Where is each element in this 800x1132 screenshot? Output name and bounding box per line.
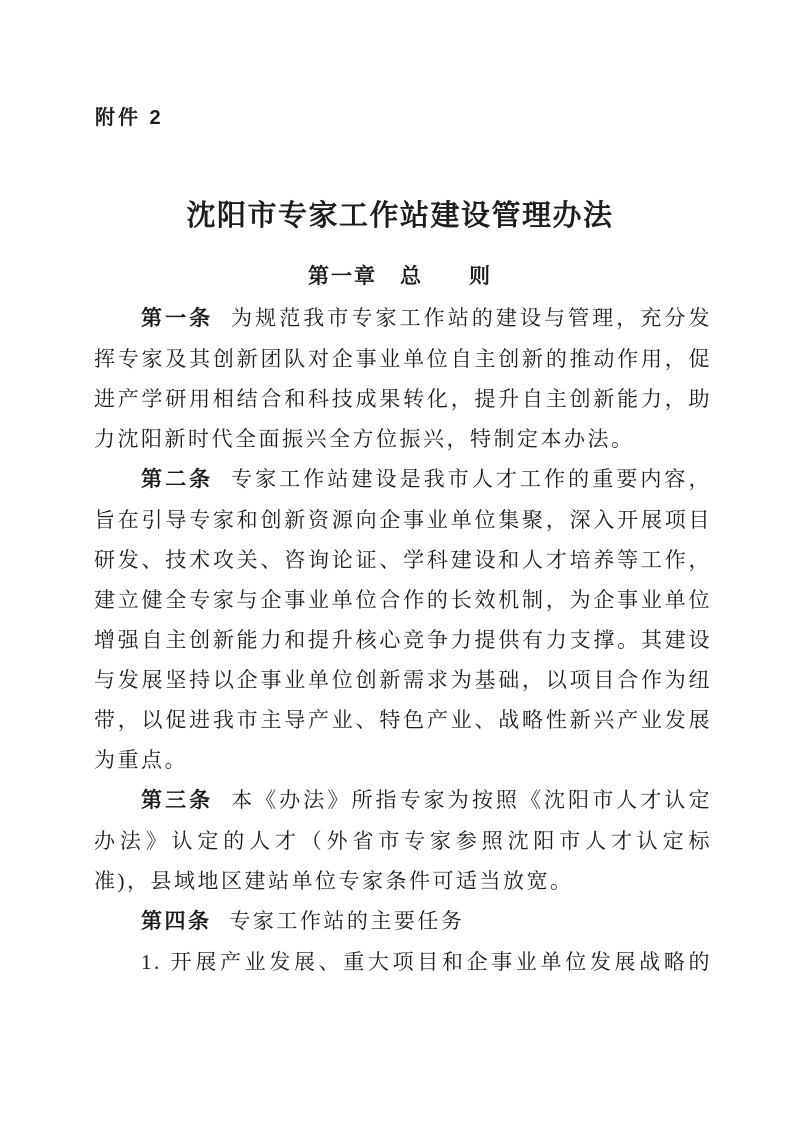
article-1-text: 为规范我市专家工作站的建设与管理，充分发挥专家及其创新团队对企事业单位自主创新的推动作用，促进产学研用相结合和科技成果转化，提升自主创新能力，助力沈阳新时代全面振兴全方位振兴，特制定本办法。	[94, 306, 713, 451]
article-2-label: 第二条	[141, 468, 214, 491]
paragraph-article-3	[94, 780, 712, 901]
paragraph-article-4	[94, 901, 712, 942]
article-1-label: 第一条	[141, 307, 214, 330]
numbered-item-1-text: 1. 开展产业发展、重大项目和企事业单位发展战略的	[141, 950, 712, 974]
article-4-text: 专家工作站的主要任务	[229, 909, 465, 933]
document-body	[94, 298, 712, 982]
article-4-label: 第四条	[141, 910, 212, 933]
paragraph-numbered-item-1	[94, 942, 712, 982]
article-3-label: 第三条	[141, 789, 214, 812]
document-title: 沈阳市专家工作站建设管理办法	[186, 200, 614, 233]
paragraph-article-1	[94, 298, 712, 459]
paragraph-article-2	[94, 459, 712, 780]
attachment-label: 附件 2	[95, 107, 164, 129]
article-3-text: 本《办法》所指专家为按照《沈阳市人才认定办法》认定的人才（外省市专家参照沈阳市人才认定标准)，县域地区建站单位专家条件可适当放宽。	[94, 788, 713, 893]
article-2-text: 专家工作站建设是我市人才工作的重要内容，旨在引导专家和创新资源向企事业单位集聚，深入开展项目研发、技术攻关、咨询论证、学科建设和人才培养等工作，建立健全专家与企事业单位合作的长效机制，为企事业单位增强自主创新能力和提升核心竞争力提供有力支撑。其建设与发展坚持以企事业单位创新需求为基础，以项目合作为纽带，以促进我市主导产业、特色产业、战略性新兴产业发展为重点。	[94, 467, 713, 772]
chapter-heading: 第一章 总 则	[308, 265, 492, 289]
